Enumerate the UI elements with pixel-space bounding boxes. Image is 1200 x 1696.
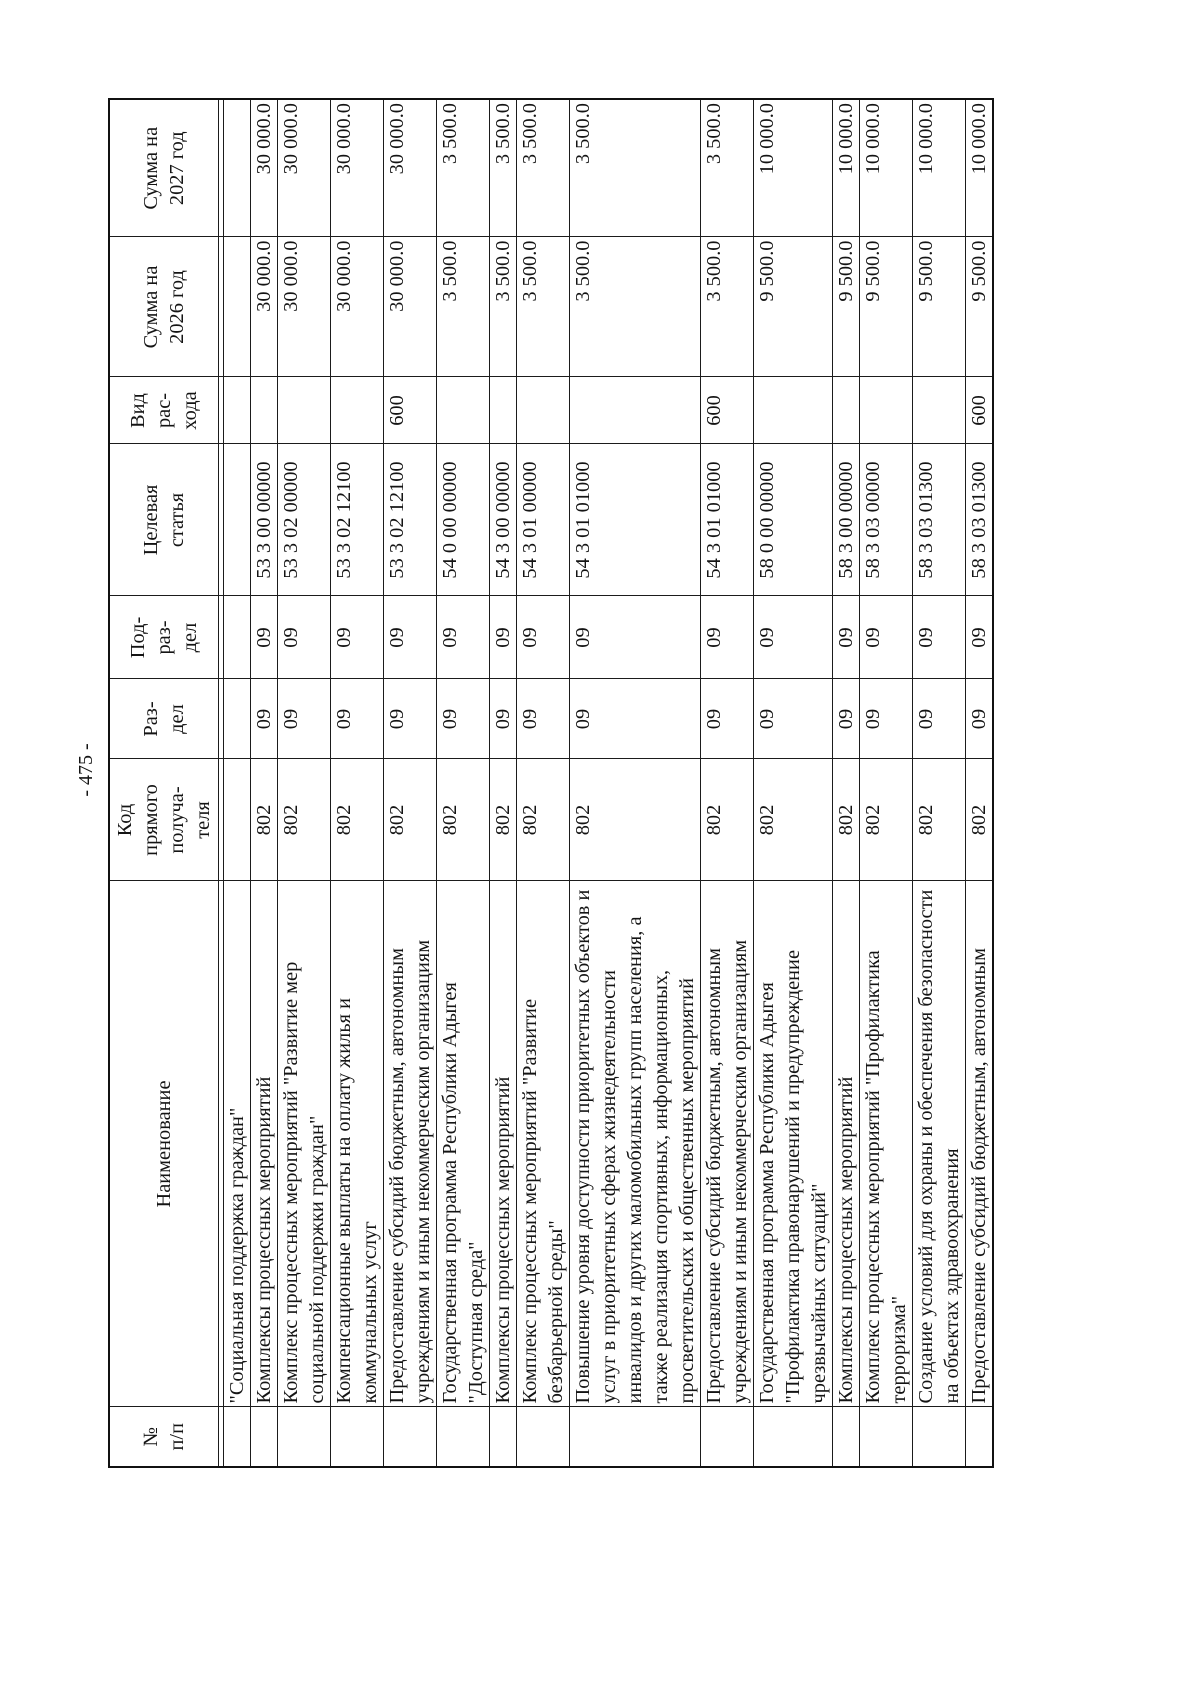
cell-target: 54 3 01 00000	[517, 444, 570, 596]
cell-num	[701, 1407, 754, 1467]
cell-name: Предоставление субсидий бюджетным, автономным	[966, 881, 994, 1407]
cell-name: Повышение уровня доступности приоритетных объектов и услуг в приоритетных сферах жизнедеятельности инвалидов и других маломобильных групп населения, а также реализация спортивных, информационных, просветительских и общественных мероприятий	[570, 881, 701, 1407]
cell-subsection	[224, 596, 251, 679]
cell-sum-2027: 3 500.0	[570, 99, 701, 237]
cell-expense-type	[833, 377, 860, 444]
cell-code: 802	[860, 759, 913, 881]
cell-section: 09	[251, 679, 278, 759]
table-row	[331, 99, 384, 1467]
cell-code: 802	[437, 759, 490, 881]
cell-target: 54 3 01 01000	[570, 444, 701, 596]
header-section: Раз- дел	[109, 679, 219, 759]
cell-expense-type	[913, 377, 966, 444]
cell-section: 09	[490, 679, 517, 759]
cell-num	[966, 1407, 994, 1467]
cell-section	[224, 679, 251, 759]
cell-section: 09	[570, 679, 701, 759]
cell-code: 802	[570, 759, 701, 881]
cell-name: Государственная программа Республики Адыгея "Доступная среда"	[437, 881, 490, 1407]
header-name: Наименование	[109, 881, 219, 1407]
cell-subsection: 09	[754, 596, 833, 679]
cell-num	[517, 1407, 570, 1467]
cell-subsection: 09	[701, 596, 754, 679]
table-row	[966, 99, 994, 1467]
cell-section: 09	[833, 679, 860, 759]
cell-sum-2026: 9 500.0	[913, 237, 966, 377]
cell-section: 09	[437, 679, 490, 759]
cell-name: Комплексы процессных мероприятий	[833, 881, 860, 1407]
header-sum-2026: Сумма на 2026 год	[109, 237, 219, 377]
cell-expense-type: 600	[701, 377, 754, 444]
cell-name: Комплекс процессных мероприятий "Развитие безбарьерной среды"	[517, 881, 570, 1407]
table-row	[437, 99, 490, 1467]
header-target: Целевая статья	[109, 444, 219, 596]
cell-sum-2026: 30 000.0	[384, 237, 437, 377]
cell-sum-2027: 10 000.0	[860, 99, 913, 237]
cell-expense-type	[251, 377, 278, 444]
cell-expense-type	[331, 377, 384, 444]
table-row	[251, 99, 278, 1467]
table-row	[278, 99, 331, 1467]
cell-subsection: 09	[278, 596, 331, 679]
cell-sum-2027: 3 500.0	[701, 99, 754, 237]
cell-code: 802	[517, 759, 570, 881]
cell-expense-type	[490, 377, 517, 444]
budget-table	[108, 98, 994, 1468]
cell-num	[913, 1407, 966, 1467]
header-code: Код прямого получа- теля	[109, 759, 219, 881]
rotated-page	[63, 100, 1000, 1468]
cell-sum-2026: 30 000.0	[278, 237, 331, 377]
cell-expense-type	[278, 377, 331, 444]
cell-subsection: 09	[384, 596, 437, 679]
cell-code: 802	[384, 759, 437, 881]
cell-subsection: 09	[437, 596, 490, 679]
cell-section: 09	[913, 679, 966, 759]
cell-target: 58 3 03 01300	[913, 444, 966, 596]
cell-target: 53 3 02 12100	[384, 444, 437, 596]
table-row	[913, 99, 966, 1467]
table-row	[224, 99, 251, 1467]
cell-name: Комплексы процессных мероприятий	[490, 881, 517, 1407]
cell-sum-2027: 30 000.0	[331, 99, 384, 237]
cell-sum-2027: 10 000.0	[754, 99, 833, 237]
cell-sum-2026: 3 500.0	[517, 237, 570, 377]
header-subsection: Под- раз- дел	[109, 596, 219, 679]
cell-sum-2027: 30 000.0	[384, 99, 437, 237]
table-row	[490, 99, 517, 1467]
cell-code: 802	[913, 759, 966, 881]
cell-code: 802	[966, 759, 994, 881]
cell-code: 802	[278, 759, 331, 881]
cell-name: Создание условий для охраны и обеспечения безопасности на объектах здравоохранения	[913, 881, 966, 1407]
cell-name: Комплекс процессных мероприятий "Профилактика терроризма"	[860, 881, 913, 1407]
cell-num	[251, 1407, 278, 1467]
cell-sum-2027: 30 000.0	[251, 99, 278, 237]
cell-target: 54 3 01 01000	[701, 444, 754, 596]
cell-sum-2027: 10 000.0	[833, 99, 860, 237]
cell-target: 58 3 03 01300	[966, 444, 994, 596]
cell-expense-type: 600	[966, 377, 994, 444]
cell-name: Комплекс процессных мероприятий "Развитие мер социальной поддержки граждан"	[278, 881, 331, 1407]
cell-num	[860, 1407, 913, 1467]
cell-section: 09	[331, 679, 384, 759]
cell-expense-type: 600	[384, 377, 437, 444]
cell-section: 09	[517, 679, 570, 759]
cell-code: 802	[251, 759, 278, 881]
cell-target: 58 3 03 00000	[860, 444, 913, 596]
cell-section: 09	[860, 679, 913, 759]
cell-subsection: 09	[913, 596, 966, 679]
header-number: № п/п	[109, 1407, 219, 1467]
table-row	[701, 99, 754, 1467]
cell-num	[331, 1407, 384, 1467]
cell-sum-2026: 9 500.0	[860, 237, 913, 377]
cell-section: 09	[754, 679, 833, 759]
cell-expense-type	[517, 377, 570, 444]
cell-sum-2026: 9 500.0	[966, 237, 994, 377]
cell-expense-type	[570, 377, 701, 444]
cell-num	[833, 1407, 860, 1467]
cell-num	[384, 1407, 437, 1467]
cell-num	[754, 1407, 833, 1467]
table-row	[833, 99, 860, 1467]
cell-sum-2027: 10 000.0	[913, 99, 966, 237]
cell-sum-2026: 9 500.0	[754, 237, 833, 377]
cell-target: 53 3 02 12100	[331, 444, 384, 596]
cell-name: "Социальная поддержка граждан"	[224, 881, 251, 1407]
cell-target: 53 3 00 00000	[251, 444, 278, 596]
page-number: - 475 -	[75, 743, 97, 797]
cell-num	[224, 1407, 251, 1467]
cell-target	[224, 444, 251, 596]
cell-sum-2026: 3 500.0	[490, 237, 517, 377]
cell-num	[490, 1407, 517, 1467]
cell-name: Комплексы процессных мероприятий	[251, 881, 278, 1407]
cell-sum-2026: 9 500.0	[833, 237, 860, 377]
cell-sum-2026: 3 500.0	[701, 237, 754, 377]
cell-sum-2027: 30 000.0	[278, 99, 331, 237]
cell-num	[437, 1407, 490, 1467]
table-body	[219, 99, 994, 1467]
cell-num	[278, 1407, 331, 1467]
table-row	[517, 99, 570, 1467]
cell-sum-2027: 3 500.0	[437, 99, 490, 237]
cell-subsection: 09	[490, 596, 517, 679]
cell-name: Государственная программа Республики Адыгея "Профилактика правонарушений и предупреждение чрезвычайных ситуаций"	[754, 881, 833, 1407]
header-expense-type: Вид рас- хода	[109, 377, 219, 444]
table-row	[860, 99, 913, 1467]
cell-section: 09	[384, 679, 437, 759]
cell-expense-type	[860, 377, 913, 444]
cell-code: 802	[331, 759, 384, 881]
cell-expense-type	[754, 377, 833, 444]
cell-target: 54 0 00 00000	[437, 444, 490, 596]
cell-subsection: 09	[517, 596, 570, 679]
cell-sum-2026: 3 500.0	[437, 237, 490, 377]
cell-subsection: 09	[966, 596, 994, 679]
cell-subsection: 09	[251, 596, 278, 679]
cell-section: 09	[278, 679, 331, 759]
cell-name: Предоставление субсидий бюджетным, автономным учреждениям и иным некоммерческим организациям	[384, 881, 437, 1407]
cell-code: 802	[833, 759, 860, 881]
cell-code	[224, 759, 251, 881]
cell-subsection: 09	[860, 596, 913, 679]
cell-target: 53 3 02 00000	[278, 444, 331, 596]
cell-name: Компенсационные выплаты на оплату жилья и коммунальных услуг	[331, 881, 384, 1407]
cell-name: Предоставление субсидий бюджетным, автономным учреждениям и иным некоммерческим организациям	[701, 881, 754, 1407]
cell-target: 58 3 00 00000	[833, 444, 860, 596]
cell-code: 802	[490, 759, 517, 881]
cell-subsection: 09	[833, 596, 860, 679]
cell-num	[570, 1407, 701, 1467]
cell-section: 09	[701, 679, 754, 759]
cell-code: 802	[754, 759, 833, 881]
cell-sum-2026: 30 000.0	[331, 237, 384, 377]
cell-section: 09	[966, 679, 994, 759]
cell-sum-2026: 3 500.0	[570, 237, 701, 377]
cell-sum-2026: 30 000.0	[251, 237, 278, 377]
cell-sum-2027: 3 500.0	[490, 99, 517, 237]
cell-subsection: 09	[331, 596, 384, 679]
cell-sum-2027	[224, 99, 251, 237]
table-row	[570, 99, 701, 1467]
cell-target: 58 0 00 00000	[754, 444, 833, 596]
cell-expense-type	[224, 377, 251, 444]
cell-sum-2027: 10 000.0	[966, 99, 994, 237]
table-row	[384, 99, 437, 1467]
header-sum-2027: Сумма на 2027 год	[109, 99, 219, 237]
table-header-row	[109, 99, 219, 1467]
cell-sum-2026	[224, 237, 251, 377]
cell-code: 802	[701, 759, 754, 881]
cell-subsection: 09	[570, 596, 701, 679]
cell-target: 54 3 00 00000	[490, 444, 517, 596]
cell-sum-2027: 3 500.0	[517, 99, 570, 237]
cell-expense-type	[437, 377, 490, 444]
table-row	[754, 99, 833, 1467]
